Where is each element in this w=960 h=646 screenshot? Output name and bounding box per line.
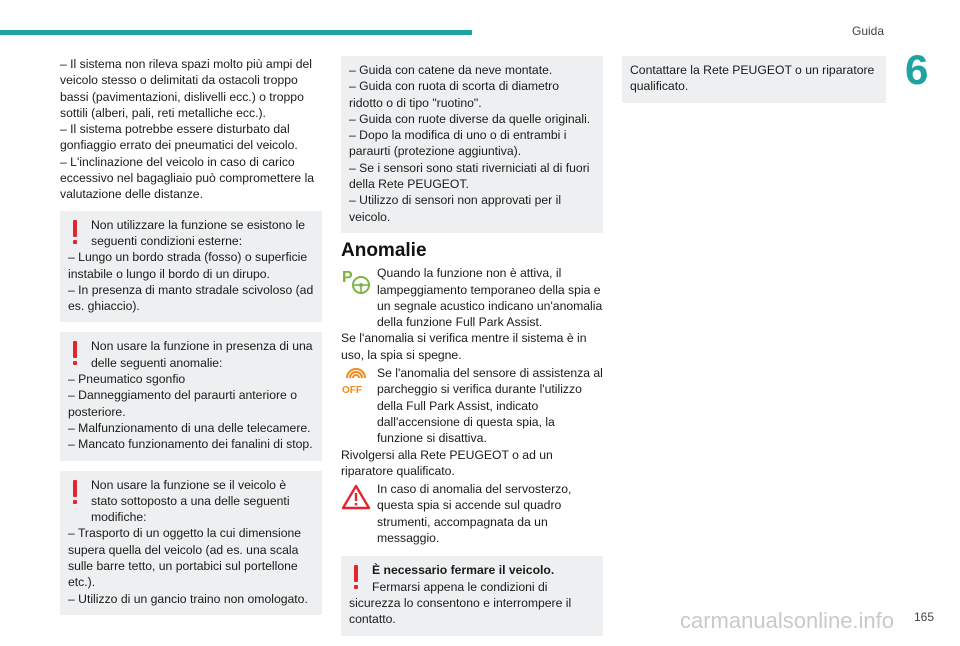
warning-lead: Non utilizzare la funzione se esistono le seguenti condizioni esterne: (91, 217, 306, 248)
list-item: – Il sistema non rileva spazi molto più ampi del veicolo stesso o delimitati da ostacoli troppo bassi (pavimentazioni, dislivelli ecc.) o troppo sottili (alberi, pali, reti metalliche ecc.). (60, 57, 312, 120)
column-2 (341, 56, 603, 646)
paragraph: Quando la funzione non è attiva, il lampeggiamento temporaneo della spia e un segnale acustico indicano un'anomalia della funzione Full Park Assist. (377, 266, 603, 330)
column-1 (60, 56, 322, 625)
column-3 (622, 56, 886, 113)
warning-lead: Non usare la funzione se il veicolo è stato sottoposto a una delle seguenti modifiche: (91, 477, 290, 525)
anomaly-paragraph-1 (341, 265, 603, 363)
paragraph: Se l'anomalia si verifica mentre il sistema è in uso, la spia si spegne. (341, 331, 587, 362)
icon-off-label: OFF (342, 385, 362, 397)
list-item: – Malfunzionamento di una delle telecamere. (68, 420, 311, 435)
conditions-box (341, 56, 603, 233)
list-item: – Pneumatico sgonfio (68, 372, 186, 387)
chapter-number: 6 (905, 46, 929, 93)
list-item: – Lungo un bordo strada (fosso) o superficie instabile o lungo il bordo di un dirupo. (68, 250, 308, 281)
warning-body: Fermarsi appena le condizioni di sicurezza lo consentono e interrompere il contatto. (349, 579, 572, 627)
contact-box (622, 56, 886, 103)
paragraph: Se l'anomalia del sensore di assistenza al parcheggio si verifica durante l'utilizzo della Full Park Assist, indicato dall'accensione di questa spia, la funzione si disattiva. (377, 366, 603, 446)
page-number: 165 (913, 610, 934, 624)
list-item: – Mancato funzionamento dei fanalini di stop. (68, 437, 313, 452)
warning-lead: Non usare la funzione in presenza di una delle seguenti anomalie: (91, 339, 313, 370)
list-item: – Utilizzo di sensori non approvati per il veicolo. (349, 193, 562, 224)
anomaly-paragraph-2 (341, 365, 603, 479)
list-item: – Dopo la modifica di uno o di entrambi i paraurti (protezione aggiuntiva). (349, 128, 567, 159)
warning-exclamation-icon (351, 565, 361, 591)
list-item: – Se i sensori sono stati riverniciati al di fuori della Rete PEUGEOT. (349, 160, 590, 192)
list-item: – Il sistema potrebbe essere disturbato dal gonfiaggio errato dei pneumatici del veicolo. (60, 122, 298, 153)
warning-box-anomalies (60, 332, 322, 460)
anomaly-paragraph-3 (341, 481, 603, 546)
intro-list (60, 56, 322, 203)
watermark: carmanualsonline.info (680, 608, 895, 633)
steering-warning-icon (341, 482, 371, 512)
warning-box-stop-vehicle (341, 556, 603, 635)
list-item: – Guida con ruota di scorta di diametro ridotto o di tipo "ruotino". (349, 79, 560, 110)
warning-box-conditions (60, 211, 322, 323)
section-title: Guida (852, 24, 885, 38)
paragraph: In caso di anomalia del servosterzo, questa spia si accende sul quadro strumenti, accompagnata da un messaggio. (377, 482, 572, 546)
list-item: – Trasporto di un oggetto la cui dimensione supera quella del veicolo (ad es. una scala sulle barre tetto, un portabici sul portellone etc.). (68, 526, 302, 590)
paragraph: Rivolgersi alla Rete PEUGEOT o ad un riparatore qualificato. (341, 447, 553, 478)
warning-exclamation-icon (70, 480, 80, 506)
warning-title: È necessario fermare il veicolo. (372, 563, 555, 578)
svg-text:P: P (342, 269, 353, 287)
warning-exclamation-icon (70, 220, 80, 246)
paragraph: Contattare la Rete PEUGEOT o un riparatore qualificato. (630, 63, 875, 94)
header-accent-bar (0, 30, 472, 35)
list-item: – Guida con ruote diverse da quelle originali. (349, 111, 591, 126)
section-heading: Anomalie (341, 239, 427, 261)
warning-exclamation-icon (70, 341, 80, 367)
park-assist-off-orange-icon (341, 366, 371, 396)
list-item: – L'inclinazione del veicolo in caso di carico eccessivo nel bagagliaio può compromettere la valutazione delle distanze. (60, 154, 315, 202)
warning-box-modifications (60, 471, 322, 615)
park-assist-green-icon (341, 266, 371, 296)
list-item: – Danneggiamento del paraurti anteriore o posteriore. (68, 388, 298, 419)
list-item: – Utilizzo di un gancio traino non omologato. (68, 591, 308, 606)
list-item: – In presenza di manto stradale scivoloso (ad es. ghiaccio). (68, 282, 314, 314)
list-item: – Guida con catene da neve montate. (349, 63, 553, 77)
